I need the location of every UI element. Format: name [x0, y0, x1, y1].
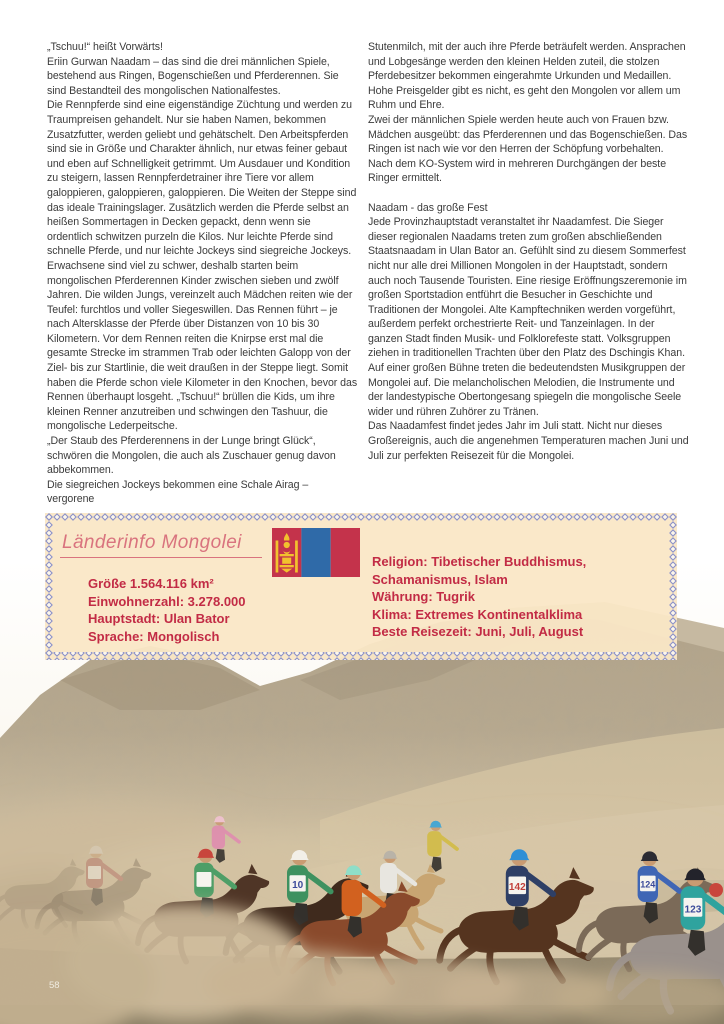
- stat-line: Beste Reisezeit: Juni, Juli, August: [372, 624, 584, 639]
- paragraph: „Tschuu!“ heißt Vorwärts!: [47, 41, 163, 53]
- country-stats-left: [88, 575, 246, 645]
- paragraph: Eriin Gurwan Naadam – das sind die drei männlichen Spiele, bestehend aus Ringen, Bogenschießen und Pferderennen. Sie sind Bestandteil des mongolischen Nationalfestes.: [47, 55, 339, 97]
- paragraph: Stutenmilch, mit der auch ihre Pferde beträufelt werden. Ansprachen und Lobgesänge werden den kleinen Helden zuteil, die stolzen Pferdebesitzer bekommen eingerahmte Urkunden und Medaillen. Hohe Preisgelder gibt es nicht, es geht den Mongolen vor allem um Ruhm und Ehre.: [368, 41, 686, 112]
- country-info-title: Länderinfo Mongolei: [60, 532, 262, 558]
- stat-line: Sprache: Mongolisch: [88, 628, 220, 644]
- stat-line: Religion: Tibetischer Buddhismus,: [372, 554, 587, 569]
- stat-line: Einwohnerzahl: 3.278.000: [88, 593, 246, 609]
- country-stats-right: [372, 553, 586, 641]
- paragraph: Das Naadamfest findet jedes Jahr im Juli statt. Nicht nur dieses Großereignis, auch die angenehmen Temperaturen machen Juni und Juli zur perfekten Reisezeit für die Mongolei.: [368, 420, 689, 462]
- stat-line: Größe 1.564.116 km²: [88, 576, 214, 591]
- paragraph: „Der Staub des Pferderennens in der Lunge bringt Glück“, schwören die Mongolen, die auch als Zuschauer genug davon abbekommen.: [47, 435, 336, 477]
- stat-line: Klima: Extremes Kontinentalklima: [372, 606, 583, 622]
- article-column-right: [368, 40, 690, 463]
- paragraph: Die Rennpferde sind eine eigenständige Züchtung und werden zu Traumpreisen gehandelt. Nur sie haben Namen, bekommen Zusatzfutter, werden geliebt und gehätschelt. Den Arbeitspferden sind sie in Größe und Charakter ähnlich, nur etwas feiner gebaut und eben auf Schnelligkeit getrimmt. Um Ausdauer und Kondition zu steigern, lassen Rennpferdetrainer ihre Tiere vor allem galoppieren, galoppieren, galoppieren. Die Weiten der Steppe sind das ideale Trainingslager. Zusätzlich werden die Pferde selbst an heißen Sommertagen in Decken gepackt, denn wenn sie ordentlich schwitzen purzeln die Kilos. Nur leichte Pferde sind schnelle Pferde, und nur leichte Jockeys sind siegreiche Jockeys. Erwachsene sind viel zu schwer, deshalb starten beim mongolischen Pferderennen Kinder zwischen sieben und zwölf Jahren. Die wilden Jungs, vereinzelt auch Mädchen reiten wie der Teufel: furchtlos und voller Siegeswillen. Das Rennen führt – je nach Altersklasse der Pferde über Distanzen von 10 bis 30 Kilometern. Vor dem Rennen reiten die Knirpse erst mal die gesamte Strecke im strammen Trab oder leichten Galopp von der Ziel- bis zur Startlinie, die weit draußen in der Steppe liegt. Somit haben die Pferde schon viele Kilometer in den Knochen, bevor das Rennen überhaupt losgeht. „Tschuu!“ brüllen die Kids, um ihre kleinen Renner anzutreiben und schwingen den Tashuur, die mongolische Lederpeitsche.: [47, 99, 358, 433]
- paragraph: Zwei der männlichen Spiele werden heute auch von Frauen bzw. Mädchen ausgeübt: das Pferderennen und das Bogenschießen. Das Ringen ist nach wie vor den Herren der Schöpfung vorbehalten. Nach dem KO-System wird in mehreren Durchgängen der beste Ringer ermittelt.: [368, 113, 688, 185]
- paragraph: Jede Provinzhauptstadt veranstaltet ihr Naadamfest. Die Sieger dieser regionalen Naadams treten zum großen abschließenden Staatsnaadam in Ulan Bator an. Gefühlt sind zu diesem Sommerfest nicht nur alle drei Millionen Mongolen in der Hauptstadt, sondern auch noch Tausende Touristen. Eine riesige Eröffnungszeremonie im großen Sportstadion entführt die Besucher in Geschichte und Traditionen der Mongolei. Alte Kampftechniken werden vorgeführt, außerdem perfekt orchestrierte Reit- und Tanzeinlagen. In der ganzen Stadt finden Musik- und Folklorefeste statt. Volksgruppen ziehen in traditionellen Trachten über den Platz des Dschingis Khan. Auf einer großen Bühne treten die bedeutendsten Musikgruppen der Mongolei auf. Die melancholischen Melodien, die Instrumente und der landestypische Obertongesang spiegeln die mongolische Seele wider und rühren Zuhörer zu Tränen.: [368, 216, 687, 418]
- stat-line: Währung: Tugrik: [372, 589, 476, 604]
- paragraph: Naadam - das große Fest: [368, 201, 488, 214]
- article-column-left: [47, 40, 358, 507]
- bib-number: 123: [684, 904, 702, 916]
- country-info-box: [45, 513, 677, 660]
- stat-line: Hauptstadt: Ulan Bator: [88, 611, 230, 626]
- bib-number: 124: [640, 879, 656, 890]
- stat-line: Schamanismus, Islam: [372, 571, 508, 587]
- paragraph: Die siegreichen Jockeys bekommen eine Schale Airag – vergorene: [47, 478, 309, 506]
- page-number: 58: [49, 980, 60, 991]
- bib-number: 10: [292, 879, 304, 891]
- bib-number: 142: [508, 882, 526, 894]
- mongolia-flag: [272, 528, 360, 577]
